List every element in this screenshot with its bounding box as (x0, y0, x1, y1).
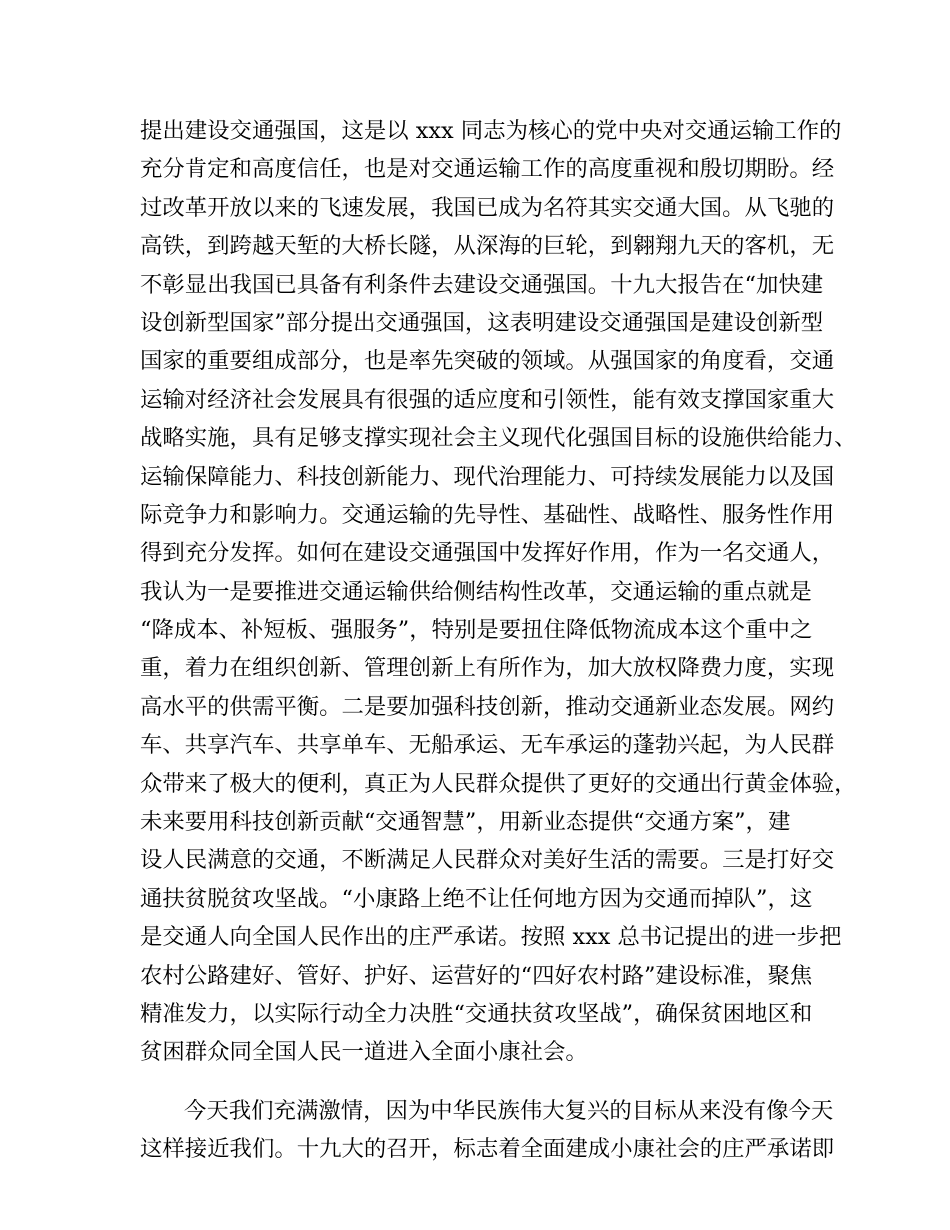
text-line: 国家的重要组成部分，也是率先突破的领域。从强国家的角度看，交通 (140, 348, 835, 375)
text-line: 未来要用科技创新贡献“交通智慧”，用新业态提供“交通方案”，建 (140, 809, 791, 836)
text-line: 设创新型国家”部分提出交通强国，这表明建设交通强国是建设创新型 (140, 309, 824, 336)
text-line: 今天我们充满激情，因为中华民族伟大复兴的目标从来没有像今天 (184, 1097, 834, 1124)
text-line: 战略实施，具有足够支撑实现社会主义现代化强国目标的设施供给能力、 (140, 425, 857, 452)
text-line: 精准发力，以实际行动全力决胜“交通扶贫攻坚战”，确保贫困地区和 (140, 1000, 813, 1027)
text-line: “降成本、补短板、强服务”，特别是要扭住降低物流成本这个重中之 (140, 617, 813, 644)
paragraph-spacing (140, 1072, 830, 1092)
text-line: 农村公路建好、管好、护好、运营好的“四好农村路”建设标准，聚焦 (140, 962, 813, 989)
text-line: 是交通人向全国人民作出的庄严承诺。按照 xxx 总书记提出的进一步把 (140, 924, 842, 951)
paragraph-2 (140, 1092, 835, 1169)
text-line: 设人民满意的交通，不断满足人民群众对美好生活的需要。三是打好交 (140, 847, 835, 874)
text-line: 得到充分发挥。如何在建设交通强国中发挥好作用，作为一名交通人， (140, 540, 835, 567)
text-line: 运输对经济社会发展具有很强的适应度和引领性，能有效支撑国家重大 (140, 386, 835, 413)
text-line: 车、共享汽车、共享单车、无船承运、无车承运的蓬勃兴起，为人民群 (140, 732, 835, 759)
text-line: 运输保障能力、科技创新能力、现代治理能力、可持续发展能力以及国 (140, 463, 835, 490)
text-line: 我认为一是要推进交通运输供给侧结构性改革，交通运输的重点就是 (140, 578, 812, 605)
text-line: 际竞争力和影响力。交通运输的先导性、基础性、战略性、服务性作用 (140, 501, 835, 528)
text-line: 这样接近我们。十九大的召开，标志着全面建成小康社会的庄严承诺即 (140, 1136, 835, 1163)
text-line: 贫困群众同全国人民一道进入全面小康社会。 (140, 1039, 588, 1066)
text-line: 提出建设交通强国，这是以 xxx 同志为核心的党中央对交通运输工作的 (140, 118, 842, 144)
text-line: 重，着力在组织创新、管理创新上有所作为，加大放权降费力度，实现 (140, 655, 835, 682)
text-line: 不彰显出我国已具备有利条件去建设交通强国。十九大报告在“加快建 (140, 271, 824, 298)
body-text (140, 112, 857, 1169)
paragraph-1 (140, 112, 857, 1072)
text-line: 众带来了极大的便利，真正为人民群众提供了更好的交通出行黄金体验， (140, 770, 857, 797)
text-line: 高水平的供需平衡。二是要加强科技创新，推动交通新业态发展。网约 (140, 693, 835, 720)
text-line: 高铁，到跨越天堑的大桥长隧，从深海的巨轮，到翱翔九天的客机，无 (140, 233, 835, 260)
text-line: 充分肯定和高度信任，也是对交通运输工作的高度重视和殷切期盼。经 (140, 156, 835, 183)
text-line: 通扶贫脱贫攻坚战。“小康路上绝不让任何地方因为交通而掉队”，这 (140, 885, 813, 912)
text-line: 过改革开放以来的飞速发展，我国已成为名符其实交通大国。从飞驰的 (140, 194, 835, 221)
